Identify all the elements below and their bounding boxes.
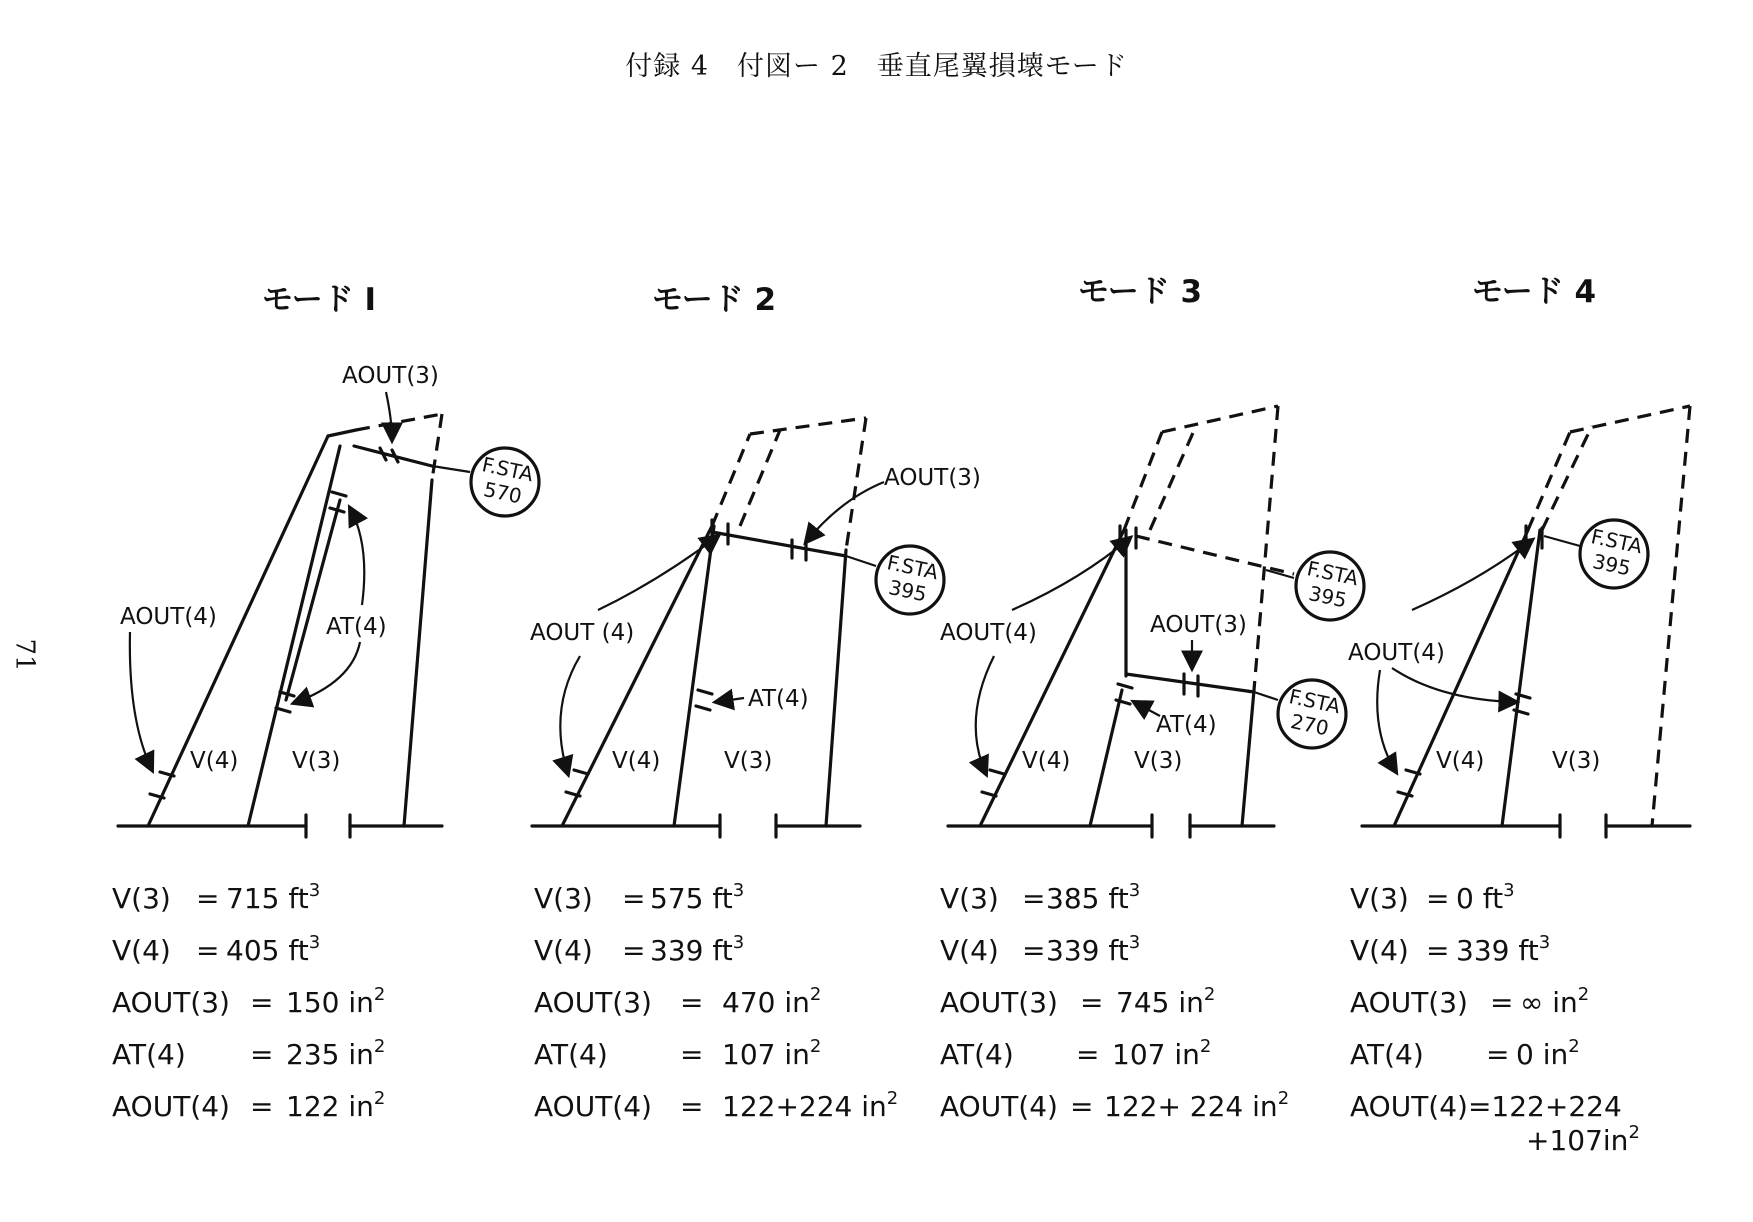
svg-text:AOUT(3)=470 in2: AOUT(3) = 470 $in^2$ xyxy=(534,984,822,1019)
mode-1-v4-label: V(4) xyxy=(190,748,239,774)
mode-3-fsta-number: 395 xyxy=(1306,581,1349,613)
mode-2-title: モード 2 xyxy=(652,282,777,318)
mode-3-aout4-label: AOUT(4) xyxy=(940,620,1037,646)
mode-3-v4-label: V(4) xyxy=(1022,748,1071,774)
mode-1-values xyxy=(112,880,385,1123)
svg-text:AT(4)=107 in2: AT(4) = 107 $in^2$ xyxy=(940,1036,1212,1071)
mode-4-at4-rhs: 0 in xyxy=(1516,1038,1569,1071)
mode-1-aout3-label: AOUT(3) xyxy=(342,363,439,389)
mode-1-fsta-number: 570 xyxy=(481,477,524,509)
mode-1-at4-rhs: 235 in xyxy=(286,1038,374,1071)
mode-4-aout4-rhs: +107in xyxy=(1526,1124,1629,1157)
mode-2-v3-label: V(3) xyxy=(724,748,773,774)
svg-text:V(4)=405 ft3: V(4) = 405 $ft^3$ xyxy=(112,932,321,967)
mode-1-v4-rhs: 405 ft xyxy=(226,934,309,967)
mode-4-values xyxy=(1350,880,1640,1157)
svg-text:V(3)=715 ft3: V(3) = 715 $ft^3$ xyxy=(112,880,321,915)
mode-2-at4-lhs: AT(4) xyxy=(534,1038,608,1071)
svg-text:AOUT(3)=745 in2: AOUT(3) = 745 $in^2$ xyxy=(940,984,1216,1019)
mode-2-fsta-label: F.STA xyxy=(884,550,941,585)
mode-3-v4-rhs: 339 ft xyxy=(1046,934,1129,967)
mode-2-aout4-rhs: 122+224 in xyxy=(722,1090,887,1123)
mode-3-leading-edge xyxy=(980,530,1124,826)
mode-3-v3-lhs: V(3) xyxy=(940,882,999,915)
mode-3-values xyxy=(940,880,1289,1123)
mode-2-rear-spar xyxy=(826,550,846,826)
mode-4-title: モード 4 xyxy=(1472,274,1597,310)
svg-text:V(4)=339 ft3: V(4) = 339 $ft^3$ xyxy=(1350,932,1551,967)
mode-4-aout3-rhs: ∞ in xyxy=(1520,986,1578,1019)
mode-3-aout4-rhs: 122+ 224 in xyxy=(1104,1090,1278,1123)
mode-3-front-spar xyxy=(1090,690,1122,826)
mode-4-at4-lhs: AT(4) xyxy=(1350,1038,1424,1071)
mode-3-v4-lhs: V(4) xyxy=(940,934,999,967)
mode-1-title: モード I xyxy=(262,282,377,318)
mode-4-aout4-label: AOUT(4) xyxy=(1348,640,1445,666)
mode-4-v4-rhs: 339 ft xyxy=(1456,934,1539,967)
mode-2-panel xyxy=(530,282,981,837)
mode-3-at4-rhs: 107 in xyxy=(1112,1038,1200,1071)
mode-2-fsta-number: 395 xyxy=(886,575,929,607)
mode-4-fsta-label: F.STA xyxy=(1588,524,1645,559)
mode-1-panel xyxy=(118,282,539,837)
svg-text:+107in2: $+107in^2$ xyxy=(1526,1122,1640,1157)
mode-2-v3-lhs: V(3) xyxy=(534,882,593,915)
mode-2-v4-rhs: 339 ft xyxy=(650,934,733,967)
svg-text:V(4)=339 ft3: V(4) = 339 $ft^3$ xyxy=(534,932,745,967)
mode-1-aout3-lhs: AOUT(3) xyxy=(112,986,230,1019)
svg-text:V(3)=385 ft3: V(3) =385 $ft^3$ xyxy=(940,880,1141,915)
mode-3-rear-spar xyxy=(1242,690,1254,826)
mode-4-v3-rhs: 0 ft xyxy=(1456,882,1504,915)
svg-text:AOUT(4)=122 in2: AOUT(4) = 122 $in^2$ xyxy=(112,1088,386,1123)
mode-2-v4-lhs: V(4) xyxy=(534,934,593,967)
svg-text:V(3)=0 ft3: V(3) = 0 $ft^3$ xyxy=(1350,880,1515,915)
mode-2-aout3-lhs: AOUT(3) xyxy=(534,986,652,1019)
mode-1-v3-label: V(3) xyxy=(292,748,341,774)
mode-1-v3-rhs: 715 ft xyxy=(226,882,309,915)
page-number: 71 xyxy=(9,638,40,672)
mode-3-v3-label: V(3) xyxy=(1134,748,1183,774)
mode-1-v4-lhs: V(4) xyxy=(112,934,171,967)
mode-4-v3-lhs: V(3) xyxy=(1350,882,1409,915)
mode-1-aout3-rhs: 150 in xyxy=(286,986,374,1019)
mode-1-aout4-rhs: 122 in xyxy=(286,1090,374,1123)
mode-4-v4-label: V(4) xyxy=(1436,748,1485,774)
mode-1-at4-lhs: AT(4) xyxy=(112,1038,186,1071)
mode-1-aout4-lhs: AOUT(4) xyxy=(112,1090,230,1123)
mode-4-aout4-lhs: AOUT(4)=122+224 xyxy=(1350,1090,1622,1123)
mode-2-v4-label: V(4) xyxy=(612,748,661,774)
mode-1-v3-lhs: V(3) xyxy=(112,882,171,915)
mode-2-aout3-rhs: 470 in xyxy=(722,986,810,1019)
mode-2-front-spar xyxy=(674,526,714,826)
mode-3-fsta2-label: F.STA xyxy=(1286,684,1343,719)
mode-1-at4-label: AT(4) xyxy=(326,614,387,640)
mode-4-aout3-lhs: AOUT(3) xyxy=(1350,986,1468,1019)
svg-text:AOUT(3)=150 in2: AOUT(3) = 150 $in^2$ xyxy=(112,984,386,1019)
mode-2-at4-rhs: 107 in xyxy=(722,1038,810,1071)
mode-4-panel xyxy=(1348,274,1690,837)
svg-text:AT(4)=235 in2: AT(4) = 235 $in^2$ xyxy=(112,1036,386,1071)
mode-3-aout3-label: AOUT(3) xyxy=(1150,612,1247,638)
mode-3-aout4-lhs: AOUT(4) xyxy=(940,1090,1058,1123)
mode-3-panel xyxy=(940,274,1364,837)
mode-2-aout3-label: AOUT(3) xyxy=(884,465,981,491)
svg-text:V(3)=575 ft3: V(3) = 575 $ft^3$ xyxy=(534,880,745,915)
mode-3-fsta2-number: 270 xyxy=(1288,709,1331,741)
mode-3-v3-rhs: 385 ft xyxy=(1046,882,1129,915)
mode-2-aout4-label: AOUT (4) xyxy=(530,620,635,646)
svg-text:AOUT(3)=∞ in2: AOUT(3) = ∞ $in^2$ xyxy=(1350,984,1590,1019)
mode-2-at4-label: AT(4) xyxy=(748,686,809,712)
mode-3-aout3-lhs: AOUT(3) xyxy=(940,986,1058,1019)
mode-4-v4-lhs: V(4) xyxy=(1350,934,1409,967)
mode-3-title: モード 3 xyxy=(1078,274,1203,310)
mode-2-v3-rhs: 575 ft xyxy=(650,882,733,915)
mode-3-aout3-rhs: 745 in xyxy=(1116,986,1204,1019)
svg-text:AOUT(4)=122+224 in2: AOUT(4) = 122+224 $in^2$ xyxy=(534,1088,899,1123)
mode-2-values xyxy=(534,880,898,1123)
svg-text:V(4)=339 ft3: V(4) =339 $ft^3$ xyxy=(940,932,1141,967)
mode-1-fsta-label: F.STA xyxy=(479,452,536,487)
mode-3-fsta-label: F.STA xyxy=(1304,556,1361,591)
svg-text:AT(4)=0 in2: AT(4) = 0 $in^2$ xyxy=(1350,1036,1580,1071)
figure-caption: 付録 4 付図ー 2 垂直尾翼損壊モード xyxy=(625,51,1128,82)
mode-4-fsta-number: 395 xyxy=(1590,549,1633,581)
mode-4-v3-label: V(3) xyxy=(1552,748,1601,774)
svg-text:AOUT(4)=122+ 224 in2: AOUT(4) = 122+ 224 $in^2$ xyxy=(940,1088,1290,1123)
mode-3-at4-lhs: AT(4) xyxy=(940,1038,1014,1071)
mode-3-at4-label: AT(4) xyxy=(1156,712,1217,738)
mode-2-aout4-lhs: AOUT(4) xyxy=(534,1090,652,1123)
svg-text:AT(4)=107 in2: AT(4) = 107 $in^2$ xyxy=(534,1036,822,1071)
mode-1-aout4-label: AOUT(4) xyxy=(120,604,217,630)
mode-1-rear-spar xyxy=(404,480,432,826)
mode-2-leading-edge xyxy=(562,526,712,826)
